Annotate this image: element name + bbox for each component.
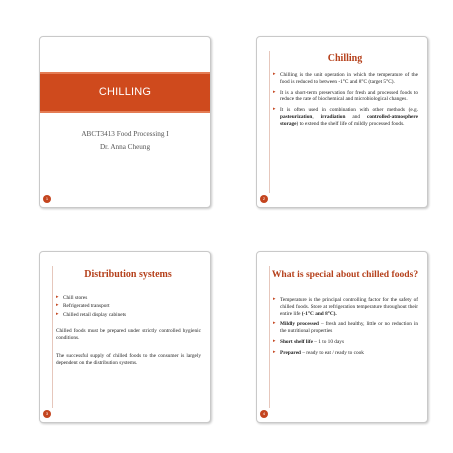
bullet-item: ▸ Mildly processed – fresh and healthy, little or no reduction in the nutritional properties <box>273 321 418 335</box>
left-rule <box>269 51 270 193</box>
bullet-item: ▸ Short shelf life – 1 to 10 days <box>273 339 418 346</box>
bullet-item: ▸ Prepared – ready to eat / ready to cook <box>273 350 418 357</box>
title-banner <box>40 74 210 111</box>
bullet-item: ▸ It is a short-term preservation for fresh and processed foods to reduce the rate of biochemical and microbiological changes. <box>273 90 418 104</box>
slide-body <box>273 297 418 361</box>
slide-4 <box>256 251 428 423</box>
slide-2 <box>256 36 428 208</box>
paragraph: Chilled foods must be prepared under strictly controlled hygienic conditions. <box>56 327 201 341</box>
slide-1 <box>39 36 211 208</box>
slide-title: Chilling <box>327 53 363 64</box>
bullet-item: ▸ Temperature is the principal controlling factor for the safety of chilled foods. Store at refrigeration temperature throughout their entire life (-1°C and 8°C). <box>273 297 418 317</box>
slide-title: Distribution systems <box>84 269 172 280</box>
bullet-item: ▸ Chilled retail display cabinets <box>56 312 201 319</box>
left-rule <box>52 266 53 408</box>
course-name: ABCT3413 Food Processing I <box>81 130 169 138</box>
slide-number: 1 <box>43 195 51 203</box>
slide-number: 3 <box>43 410 51 418</box>
bullet-item: ▸ Refrigerated transport <box>56 303 201 310</box>
slide-number: 2 <box>260 195 268 203</box>
paragraph: The successful supply of chilled foods to the consumer is largely dependent on the distribution systems. <box>56 353 201 367</box>
author-name: Dr. Anna Cheung <box>99 143 151 151</box>
slide-title: CHILLING <box>98 86 152 98</box>
slide-body <box>56 295 201 371</box>
slide-body <box>273 72 418 132</box>
bullet-item: ▸ It is often used in combination with other methods (e.g. pasteurization, irradiation and controlled-atmosphere storage) to extend the shelf life of mildly processed foods. <box>273 107 418 127</box>
left-rule <box>269 266 270 408</box>
banner-accent-bottom <box>40 111 210 113</box>
bullet-item: ▸ Chilling is the unit operation in which the temperature of the food is reduced to between -1°C and 8°C (target 5°C). <box>273 72 418 86</box>
slide-number: 4 <box>260 410 268 418</box>
slide-title: What is special about chilled foods? <box>271 269 419 280</box>
slide-3 <box>39 251 211 423</box>
bullet-item: ▸ Chill stores <box>56 295 201 302</box>
